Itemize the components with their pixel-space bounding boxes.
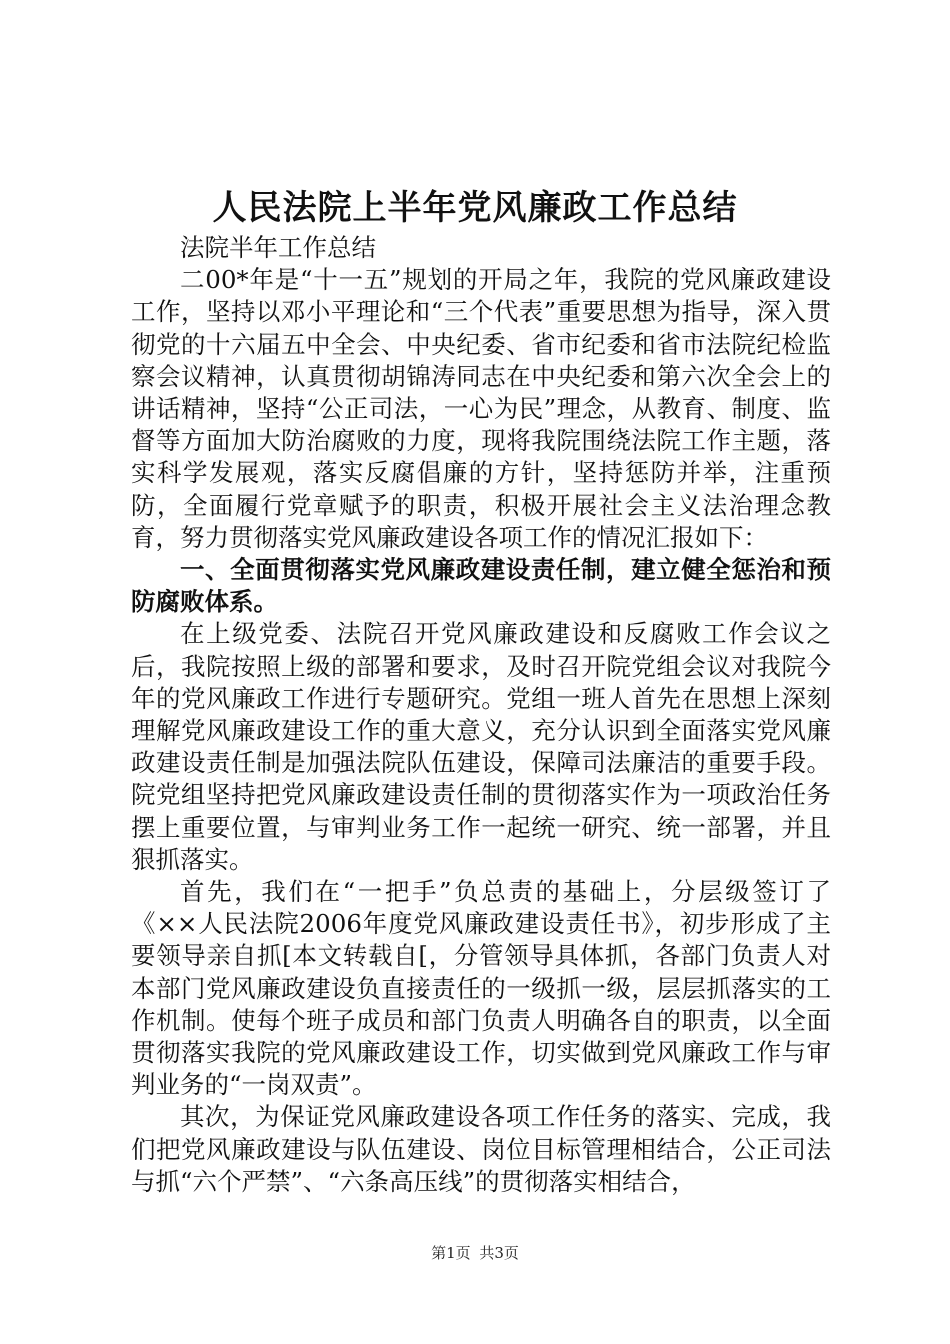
body-paragraph: 首先，我们在“一把手”负总责的基础上，分层级签订了《××人民法院2006年度党风廉政建设责任书》，初步形成了主要领导亲自抓[本文转载自[，分管领导具体抓，各部门负责人对本部门党风廉政建设负直接责任的一级抓一级，层层抓落实的工作机制。使每个班子成员和部门负责人明确各自的职责，以全面贯彻落实我院的党风廉政建设工作，切实做到党风廉政工作与审判业务的“一岗双责”。 [131,877,831,1100]
section-heading: 一、全面贯彻落实党风廉政建设责任制，建立健全惩治和预防腐败体系。 [131,555,831,617]
subtitle-paragraph: 法院半年工作总结 [180,233,376,262]
page-footer [0,1242,950,1264]
body-paragraph: 在上级党委、法院召开党风廉政建设和反腐败工作会议之后，我院按照上级的部署和要求，及时召开院党组会议对我院今年的党风廉政工作进行专题研究。党组一班人首先在思想上深刻理解党风廉政建设工作的重大意义，充分认识到全面落实党风廉政建设责任制是加强法院队伍建设，保障司法廉洁的重要手段。院党组坚持把党风廉政建设责任制的贯彻落实作为一项政治任务摆上重要位置，与审判业务工作一起统一研究、统一部署，并且狠抓落实。 [131,619,831,874]
body-paragraph: 其次，为保证党风廉政建设各项工作任务的落实、完成，我们把党风廉政建设与队伍建设、岗位目标管理相结合，公正司法与抓“六个严禁”、“六条高压线”的贯彻落实相结合， [131,1102,831,1196]
document-title: 人民法院上半年党风廉政工作总结 [212,188,738,228]
page-number: 第1页 [431,1244,471,1262]
intro-paragraph: 二00*年是“十一五”规划的开局之年，我院的党风廉政建设工作，坚持以邓小平理论和“三个代表”重要思想为指导，深入贯彻党的十六届五中全会、中央纪委、省市纪委和省市法院纪检监察会议精神，认真贯彻胡锦涛同志在中央纪委和第六次全会上的讲话精神，坚持“公正司法，一心为民”理念，从教育、制度、监督等方面加大防治腐败的力度，现将我院围绕法院工作主题，落实科学发展观，落实反腐倡廉的方针，坚持惩防并举，注重预防，全面履行党章赋予的职责，积极开展社会主义法治理念教育，努力贯彻落实党风廉政建设各项工作的情况汇报如下： [131,265,831,552]
document-body [131,232,831,1198]
page-total: 共3页 [479,1244,519,1262]
